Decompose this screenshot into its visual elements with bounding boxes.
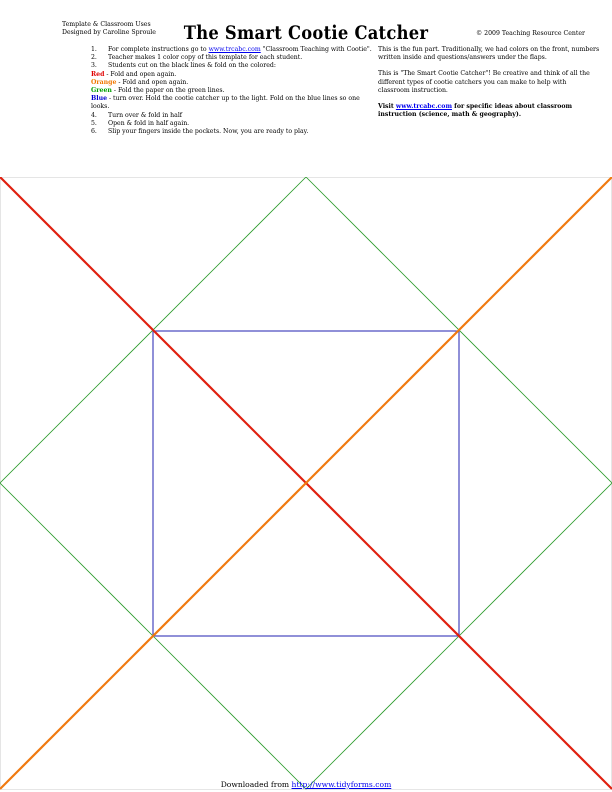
step-number: 2. bbox=[91, 54, 97, 62]
fold-label-red: Red bbox=[91, 70, 105, 78]
fold-text: - Fold and open again. bbox=[104, 70, 177, 78]
step-text: "Classroom Teaching with Cootie". bbox=[260, 46, 372, 53]
copyright: © 2009 Teaching Resource Center bbox=[476, 30, 585, 37]
step-text: Turn over & fold in half bbox=[108, 111, 183, 119]
fold-text: - turn over. Hold the cootie catcher up to the light. Fold on the blue lines so one looks. bbox=[91, 95, 360, 111]
step-text: For complete instructions go to bbox=[108, 46, 209, 53]
step-6 bbox=[91, 128, 373, 136]
note-text: Visit bbox=[378, 103, 396, 111]
step-number: 4. bbox=[91, 111, 97, 119]
step-text: Open & fold in half again. bbox=[108, 119, 190, 127]
step-5 bbox=[91, 120, 373, 128]
fold-red bbox=[91, 71, 373, 79]
trc-link[interactable]: www.trcabc.com bbox=[395, 103, 452, 111]
step-2 bbox=[91, 54, 373, 62]
step-number: 3. bbox=[91, 62, 97, 70]
cootie-catcher-template bbox=[0, 177, 612, 790]
template-line: Template & Classroom Uses bbox=[62, 21, 151, 28]
fold-label-orange: Orange bbox=[91, 78, 117, 86]
footer-prefix: Downloaded from bbox=[220, 780, 292, 789]
note-text: for specific ideas about classroom instruction (science, math & geography). bbox=[378, 103, 573, 119]
step-1 bbox=[91, 46, 373, 54]
step-text: Slip your fingers inside the pockets. Now, you are ready to play. bbox=[108, 128, 309, 136]
fold-orange bbox=[91, 79, 373, 87]
fold-text: - Fold the paper on the green lines. bbox=[111, 87, 225, 95]
fold-green bbox=[91, 87, 373, 95]
footer-link[interactable]: http://www.tidyforms.com bbox=[291, 780, 392, 789]
right-notes bbox=[378, 46, 600, 127]
step-4 bbox=[91, 112, 373, 120]
page-title: The Smart Cootie Catcher bbox=[183, 22, 429, 44]
fold-text: - Fold and open again. bbox=[116, 78, 189, 86]
designer-line: Designed by Caroline Sproule bbox=[62, 29, 156, 37]
fold-label-green: Green bbox=[91, 87, 112, 95]
step-number: 1. bbox=[91, 46, 97, 53]
step-3 bbox=[91, 62, 373, 70]
step-number: 6. bbox=[91, 128, 97, 136]
fold-blue bbox=[91, 95, 373, 111]
fold-label-blue: Blue bbox=[91, 95, 108, 103]
note-paragraph: This is "The Smart Cootie Catcher"! Be creative and think of all the different types of cootie catchers you can make to help with classroom instruction. bbox=[378, 70, 590, 94]
note-paragraph: This is the fun part. Traditionally, we had colors on the front, numbers written inside and questions/answers under the flaps. bbox=[378, 46, 600, 62]
trc-link[interactable]: www.trcabc.com bbox=[208, 46, 261, 53]
step-number: 5. bbox=[91, 119, 97, 127]
instructions-list bbox=[91, 46, 373, 136]
step-text: Students cut on the black lines & fold on the colored: bbox=[108, 62, 276, 70]
step-text: Teacher makes 1 color copy of this template for each student. bbox=[108, 54, 303, 62]
footer bbox=[0, 780, 612, 789]
note-paragraph bbox=[378, 103, 600, 119]
